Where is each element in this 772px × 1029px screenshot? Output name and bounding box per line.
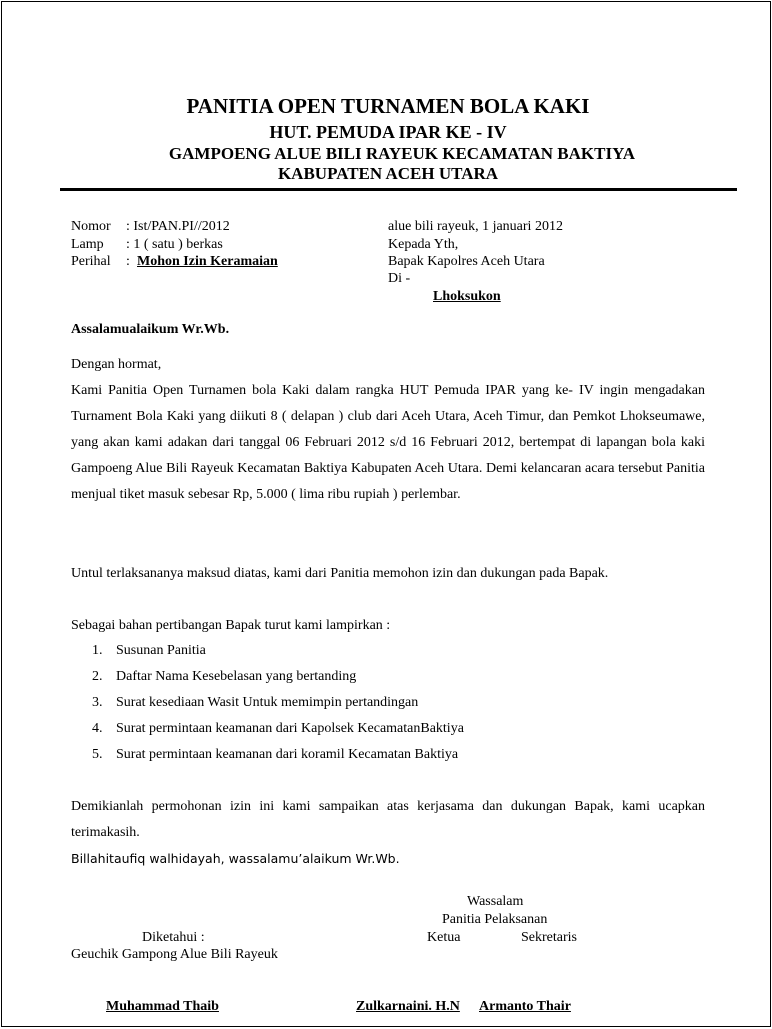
letterhead-divider (60, 188, 737, 191)
attachments-list (92, 638, 464, 768)
place-date: alue bili rayeuk, 1 januari 2012 (388, 219, 563, 234)
letterhead-subtitle: HUT. PEMUDA IPAR KE - IV (269, 122, 507, 142)
ketua-signatory-name: Zulkarnaini. H.N (356, 999, 460, 1014)
letterhead-location: GAMPOENG ALUE BILI RAYEUK KECAMATAN BAKTIYA (168, 144, 636, 163)
nomor-label: Nomor (71, 219, 111, 234)
list-item: 4. Surat permintaan keamanan dari Kapolsek KecamatanBaktiya (92, 721, 464, 736)
salutation: Assalamualaikum Wr.Wb. (71, 322, 230, 337)
sekretaris-signatory-name: Armanto Thair (479, 999, 571, 1014)
geuchik-title: Geuchik Gampong Alue Bili Rayeuk (71, 947, 278, 962)
greeting: Dengan hormat, (71, 357, 162, 372)
list-item: 1. Susunan Panitia (92, 643, 206, 658)
closing-salam: Billahitaufiq walhidayah, wassalamu’alaikum Wr.Wb. (71, 851, 400, 866)
perihal-label: Perihal (71, 254, 111, 269)
perihal-value: Mohon Izin Keramaian (137, 254, 278, 269)
body-paragraph-1: Kami Panitia Open Turnamen bola Kaki dalam rangka HUT Pemuda IPAR yang ke- IV ingin mengadakan Turnament Bola Kaki yang diikuti 8 ( delapan ) club dari Aceh Utara, Aceh Timur, dan Pemkot Lhokseumawe, yang akan kami adakan dari tanggal 06 Februari 2012 s/d 16 Februari 2012, bertempat di lapangan bola kaki Gampoeng Alue Bili Rayeuk Kecamatan Baktiya Kabupaten Aceh Utara. Demi kelancaran acara tersebut Panitia menjual tiket masuk sebesar Rp, 5.000 ( lima ribu rupiah ) perlembar. (71, 383, 705, 502)
letter-page (1, 1, 771, 1027)
list-item: 5. Surat permintaan keamanan dari koramil Kecamatan Baktiya (92, 747, 459, 762)
wassalam: Wassalam (467, 894, 524, 909)
attachments-intro: Sebagai bahan pertibangan Bapak turut kami lampirkan : (71, 618, 391, 633)
list-item: 3. Surat kesediaan Wasit Untuk memimpin pertandingan (92, 695, 419, 710)
nomor-value: : Ist/PAN.PI//2012 (126, 219, 230, 234)
body-paragraph-2: Untul terlaksananya maksud diatas, kami dari Panitia memohon izin dan dukungan pada Bapak. (71, 566, 609, 581)
list-item: 2. Daftar Nama Kesebelasan yang bertanding (92, 669, 357, 684)
recipient-di: Di - (388, 271, 411, 286)
lamp-label: Lamp (71, 237, 104, 252)
recipient-city: Lhoksukon (433, 289, 501, 304)
geuchik-signatory-name: Muhammad Thaib (106, 999, 219, 1014)
recipient-name: Bapak Kapolres Aceh Utara (388, 254, 545, 269)
acknowledged-label: Diketahui : (142, 930, 205, 945)
closing-paragraph: Demikianlah permohonan izin ini kami sampaikan atas kerjasama dan dukungan Bapak, kami ucapkan terimakasih. (71, 799, 705, 840)
recipient-to: Kepada Yth, (388, 237, 459, 252)
ketua-label: Ketua (427, 930, 461, 945)
lamp-value: : 1 ( satu ) berkas (126, 237, 223, 252)
perihal-colon: : (126, 254, 130, 269)
committee-label: Panitia Pelaksanan (442, 912, 548, 927)
letterhead-regency: KABUPATEN ACEH UTARA (277, 164, 499, 183)
letterhead-title: PANITIA OPEN TURNAMEN BOLA KAKI (186, 94, 590, 118)
sekretaris-label: Sekretaris (521, 930, 577, 945)
